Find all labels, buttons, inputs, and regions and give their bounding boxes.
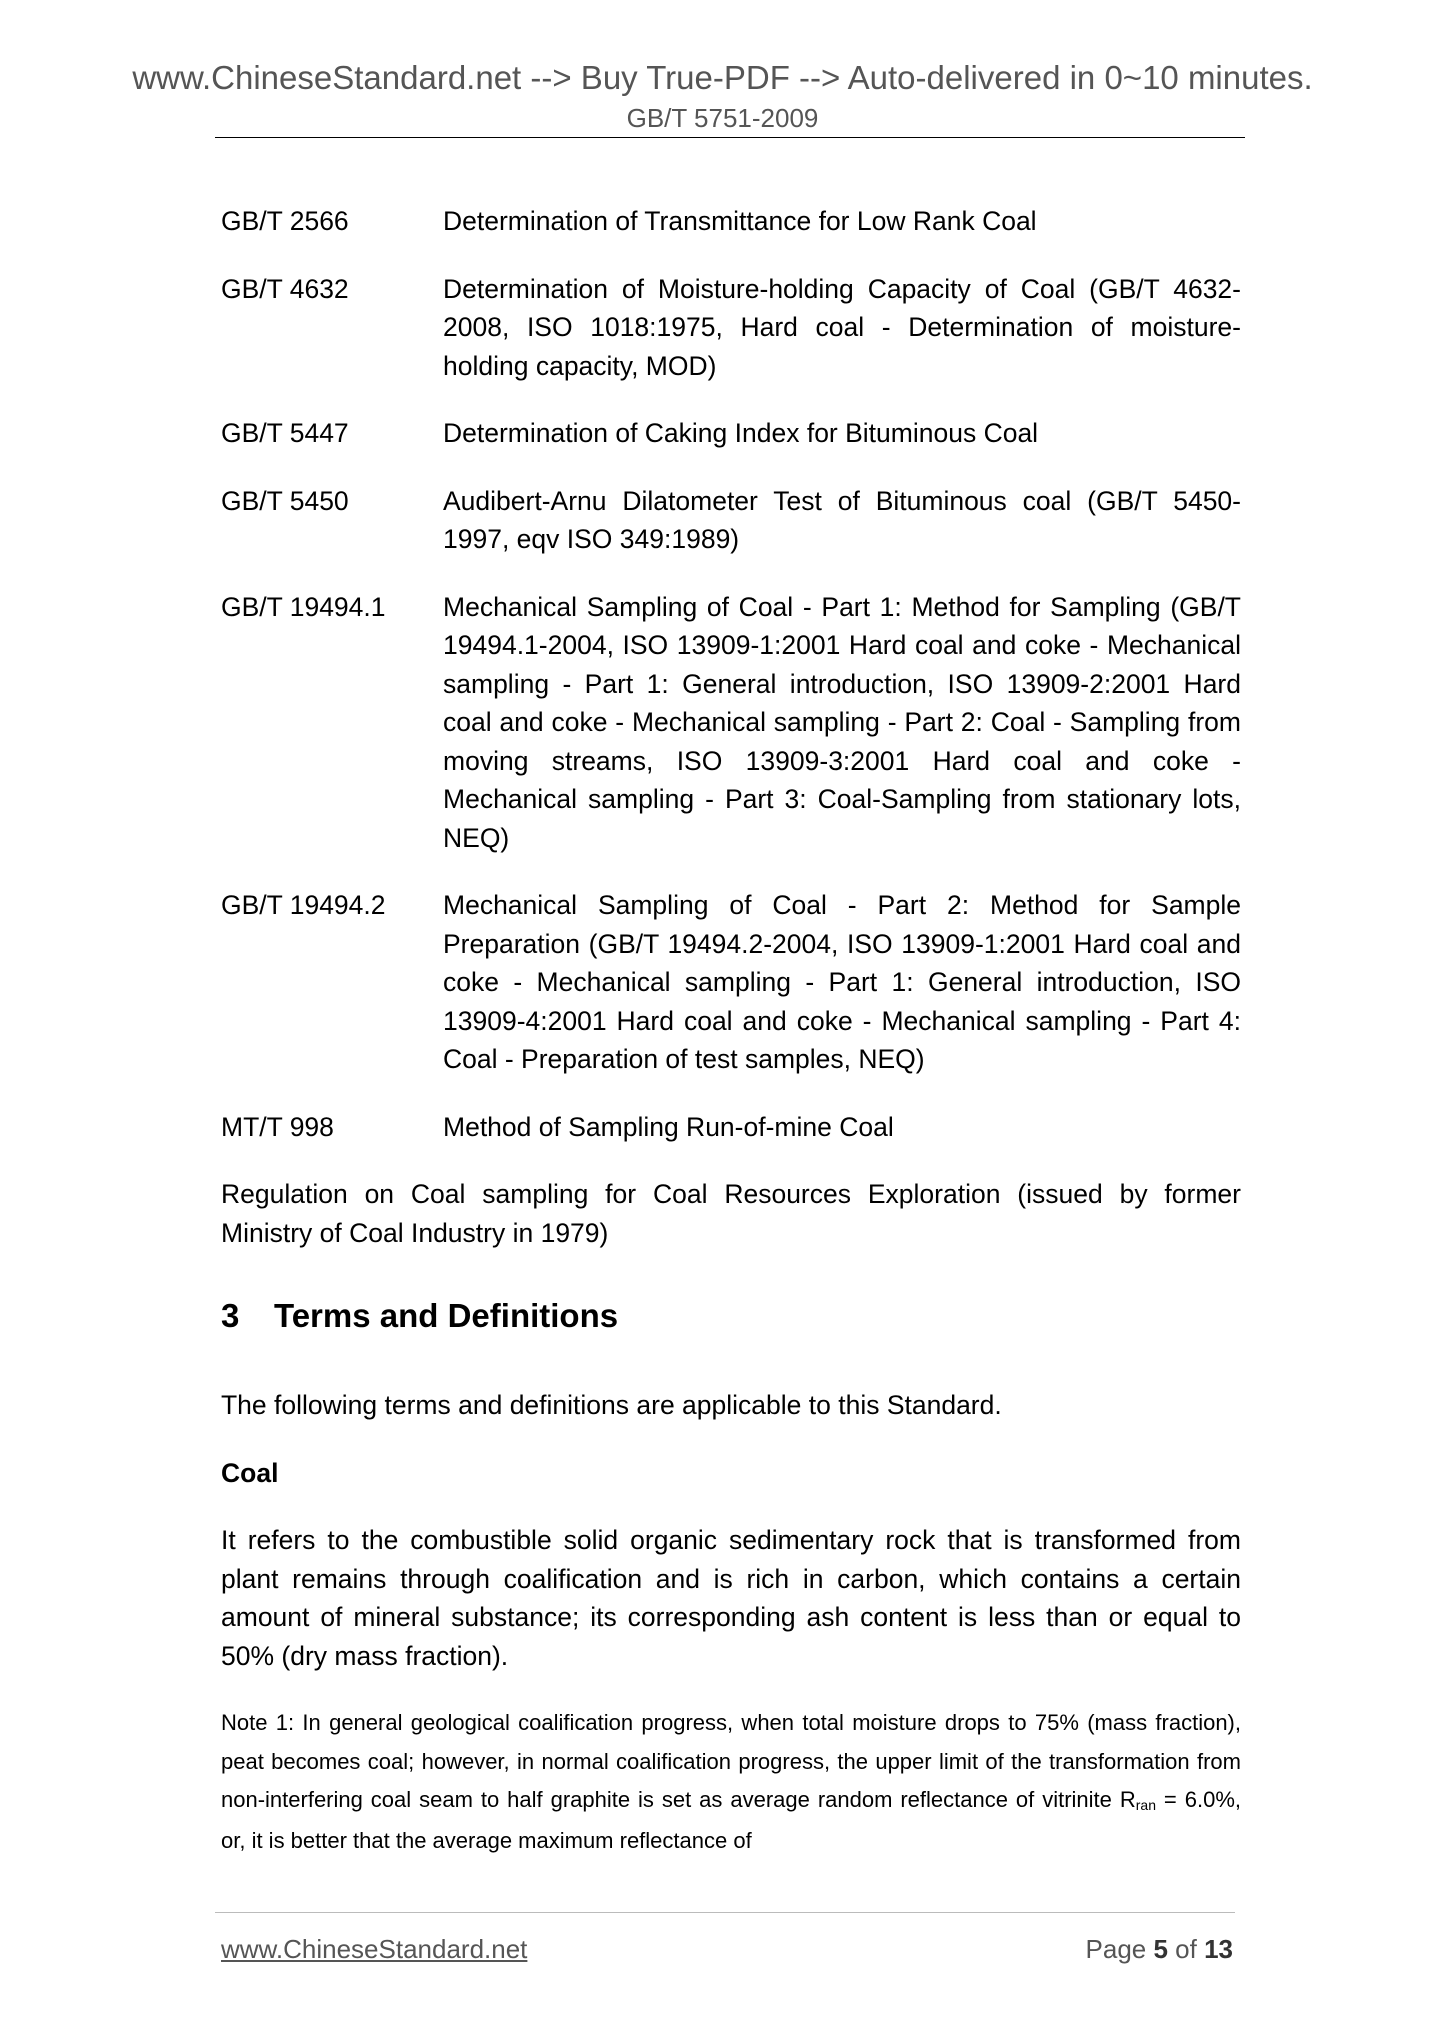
reference-row [221,202,1241,241]
reference-title: Determination of Transmittance for Low Rank Coal [443,206,1037,236]
note-paragraph [221,1704,1241,1860]
note-subscript: ran [1135,1797,1156,1813]
reference-title: Mechanical Sampling of Coal - Part 2: Method for Sample Preparation (GB/T 19494.2-2004, ISO 13909-1:2001 Hard coal and coke - Mechanical sampling - Part 1: General introduction, ISO 13909-4:2001 Hard coal and coke - Mechanical sampling - Part 4: Coal - Preparation of test samples, NEQ) [443,890,1241,1074]
reference-code: GB/T 19494.1 [221,591,386,622]
regulation-paragraph: Regulation on Coal sampling for Coal Resources Exploration (issued by former Ministry of Coal Industry in 1979) [221,1179,1241,1248]
term-name: Coal [221,1457,279,1488]
section-heading [221,1296,1241,1336]
reference-row [221,588,1241,858]
reference-row [221,482,1241,559]
term-definition: It refers to the combustible solid organic sedimentary rock that is transformed from plant remains through coalification and is rich in carbon, which contains a certain amount of mineral substance; its corresponding ash content is less than or equal to 50% (dry mass fraction). [221,1525,1241,1671]
page-content [221,202,1241,1860]
page-number [1086,1933,1233,1965]
reference-title: Determination of Caking Index for Bituminous Coal [443,418,1039,448]
header-divider [215,137,1245,138]
page-separator: of [1167,1934,1205,1964]
footer-site-link[interactable]: www.ChineseStandard.net [221,1934,528,1964]
header-banner: www.ChineseStandard.net --> Buy True-PDF --> Auto-delivered in 0~10 minutes. [132,59,1313,96]
section-title: Terms and Definitions [274,1297,619,1334]
note-text: Note 1: In general geological coalification progress, when total moisture drops to 75% (mass fraction), peat becomes coal; however, in normal coalification progress, the upper limit of the transformation from non-interfering coal seam to half graphite is set as average random reflectance of vitrinite R [221,1710,1241,1812]
reference-row [221,414,1241,453]
note-text-continued: = 6.0%, or, it is better that the average maximum reflectance of [221,1787,1241,1853]
page-total: 13 [1204,1934,1233,1964]
footer-divider [215,1912,1235,1913]
standard-number: GB/T 5751-2009 [626,103,819,133]
reference-code: GB/T 2566 [221,206,349,236]
reference-title: Determination of Moisture-holding Capacity of Coal (GB/T 4632-2008, ISO 1018:1975, Hard coal - Determination of moisture-holding capacity, MOD) [443,273,1241,381]
reference-row [221,886,1241,1079]
page-prefix: Page [1085,1934,1154,1964]
reference-code: MT/T 998 [221,1111,334,1142]
reference-code: GB/T 5447 [221,418,349,448]
reference-row [221,1108,1241,1147]
reference-title: Audibert-Arnu Dilatometer Test of Bituminous coal (GB/T 5450-1997, eqv ISO 349:1989) [443,485,1241,554]
reference-row [221,270,1241,386]
reference-code: GB/T 4632 [221,273,349,304]
page-current: 5 [1153,1934,1168,1964]
reference-title: Method of Sampling Run-of-mine Coal [443,1111,894,1142]
reference-code: GB/T 5450 [221,485,349,516]
reference-code: GB/T 19494.2 [221,890,386,920]
section-number: 3 [221,1297,240,1334]
intro-paragraph: The following terms and definitions are applicable to this Standard. [221,1390,1002,1420]
reference-title: Mechanical Sampling of Coal - Part 1: Method for Sampling (GB/T 19494.1-2004, ISO 13909-1:2001 Hard coal and coke - Mechanical sampling - Part 1: General introduction, ISO 13909-2:2001 Hard coal and coke - Mechanical sampling - Part 2: Coal - Sampling from moving streams, ISO 13909-3:2001 Hard coal and coke - Mechanical sampling - Part 3: Coal-Sampling from stationary lots, NEQ) [443,591,1241,853]
